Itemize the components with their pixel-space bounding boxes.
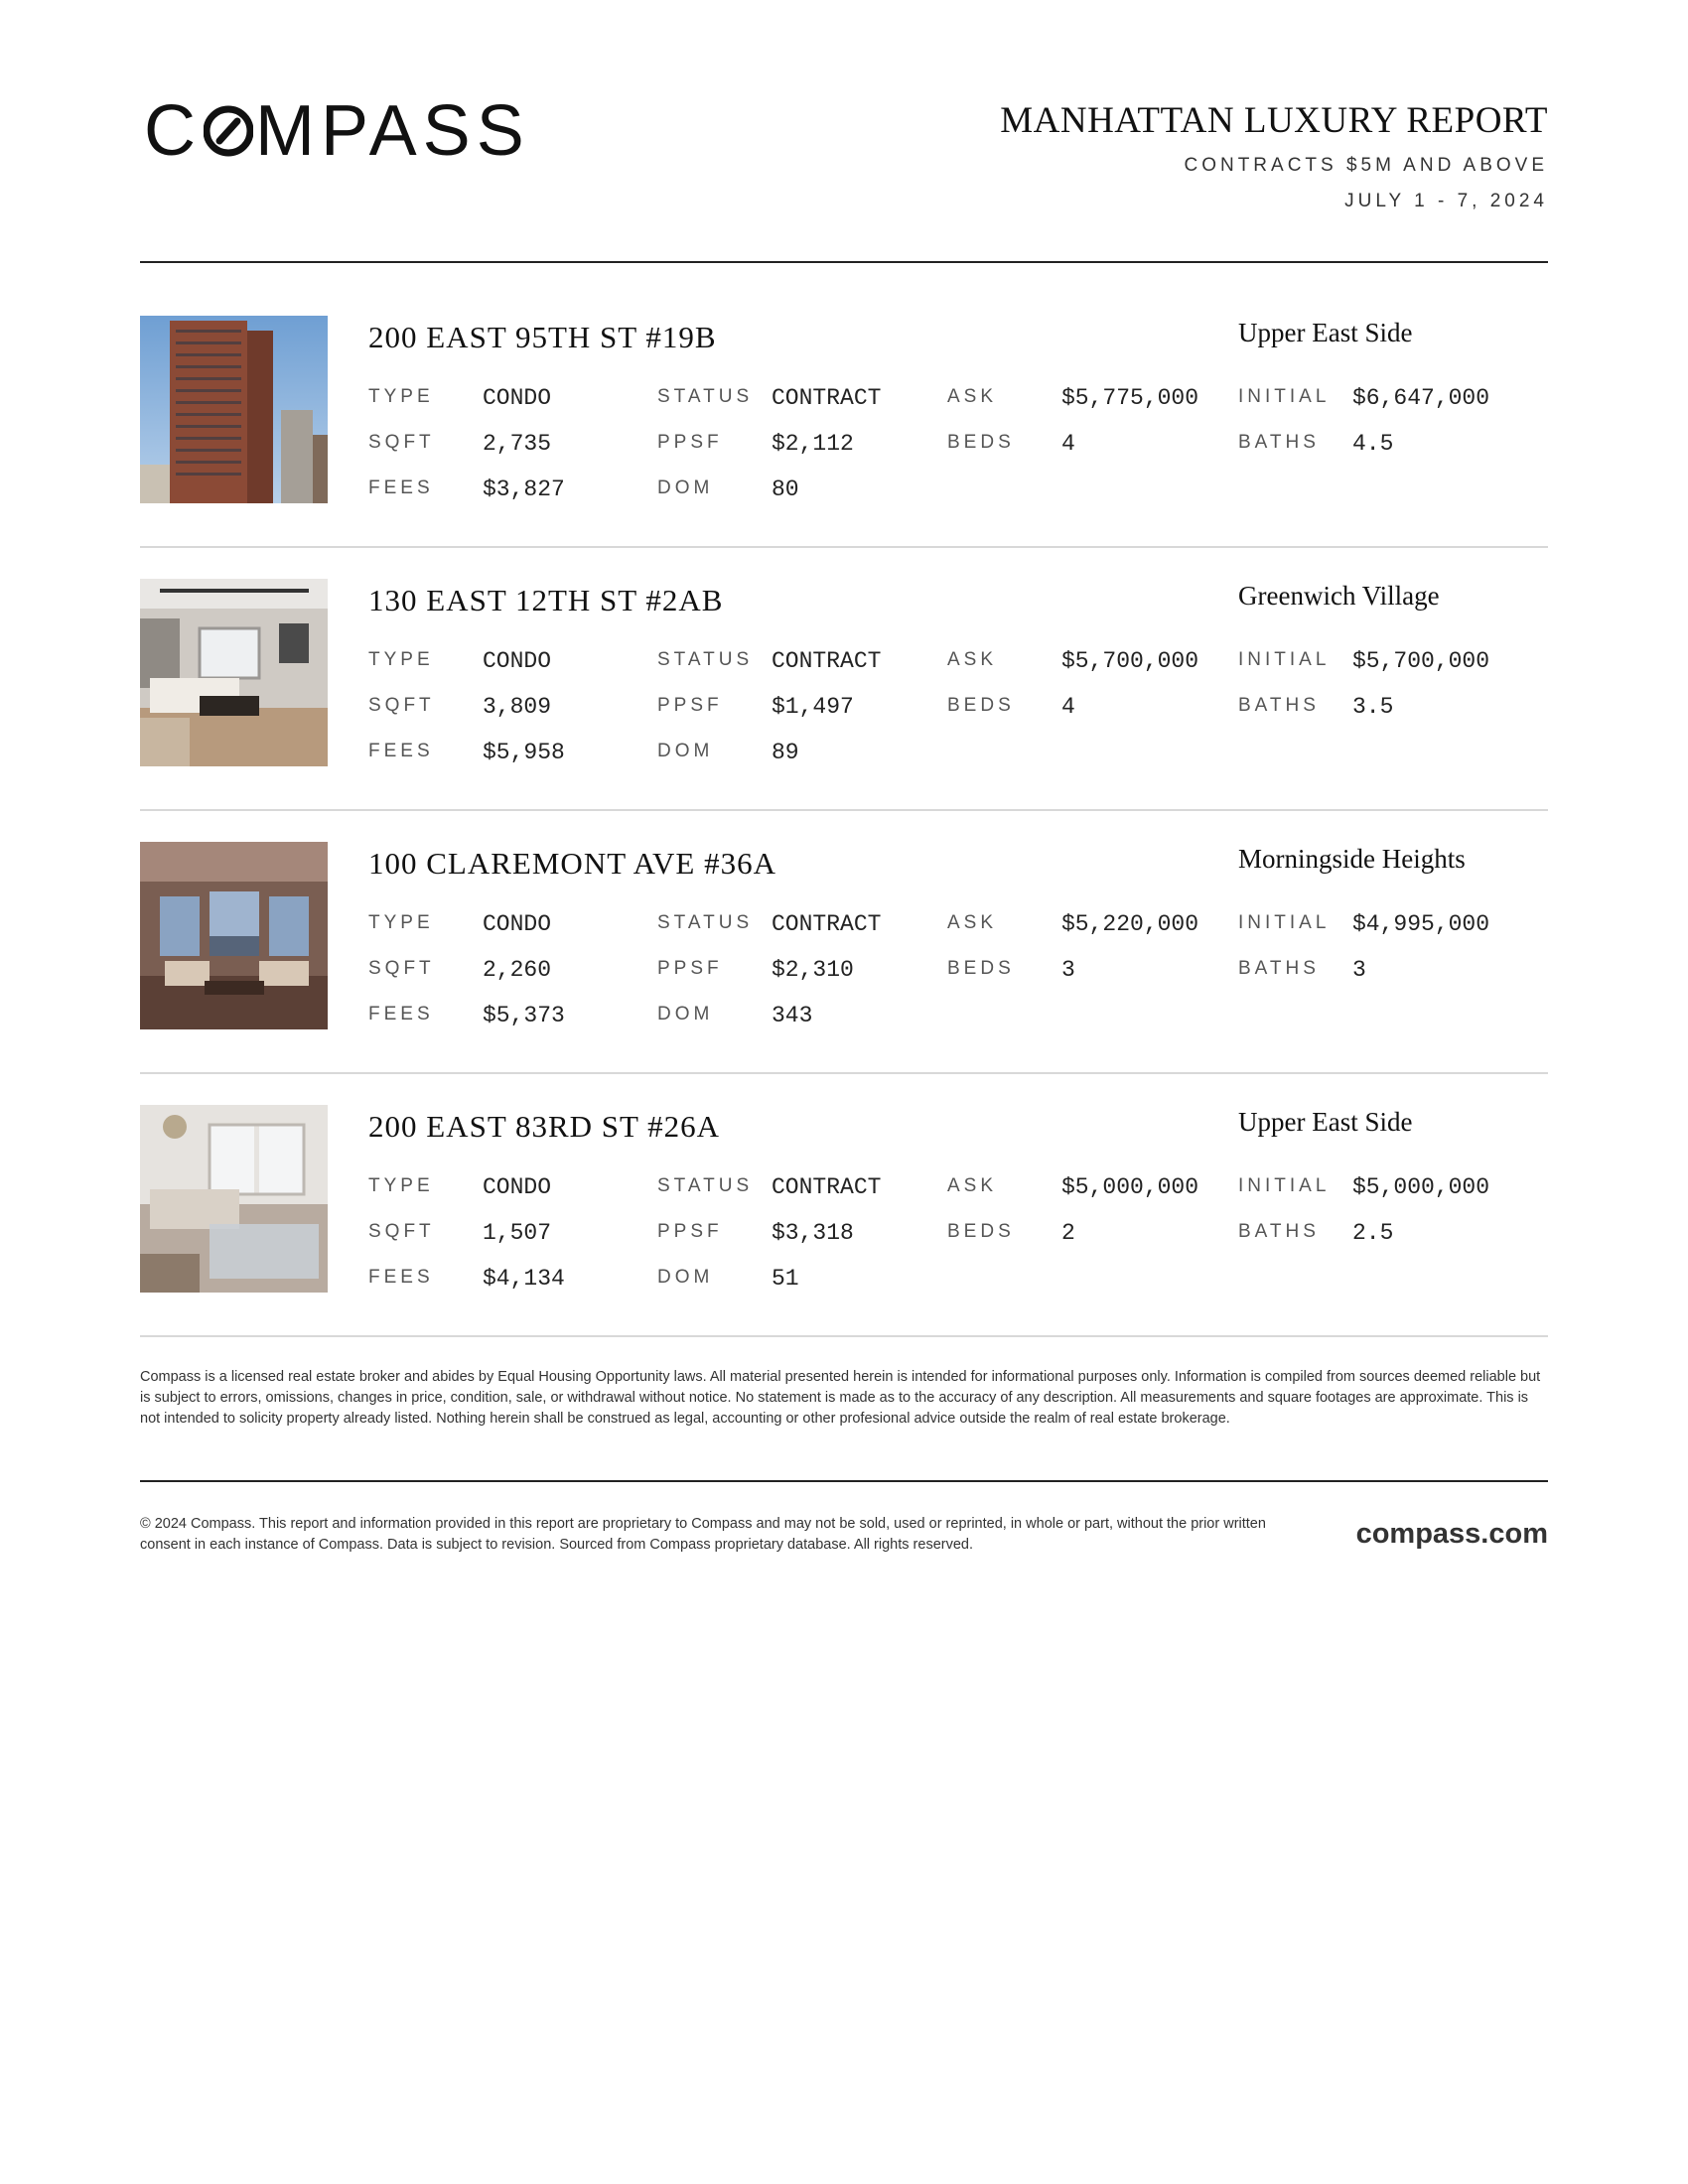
baths-label: BATHS <box>1238 695 1320 716</box>
status-label: STATUS <box>657 386 754 407</box>
type-value: CONDO <box>483 648 552 674</box>
sqft-value: 3,809 <box>483 694 552 720</box>
ask-label: ASK <box>947 649 998 670</box>
listing-neighborhood: Upper East Side <box>1238 1107 1413 1137</box>
fees-label: FEES <box>368 741 434 761</box>
sqft-value: 1,507 <box>483 1220 552 1246</box>
dom-value: 51 <box>772 1266 799 1292</box>
initial-value: $5,000,000 <box>1352 1174 1490 1200</box>
legal-disclaimer: Compass is a licensed real estate broker and abides by Equal Housing Opportunity laws. All material presented herein is intended for informational purposes only. Information is compiled from sources deemed reliable but is subject to errors, omissions, changes in price, condition, sale, or withdrawal without notice. No statement is made as to the accuracy of any description. All measurements and square footages are approximate. This is not intended to solicity property already listed. Nothing herein shall be construed as legal, accounting or other profesional advice outside the realm of real estate brokerage. <box>140 1369 1541 1427</box>
listing-neighborhood: Morningside Heights <box>1238 844 1466 874</box>
beds-label: BEDS <box>947 1221 1015 1242</box>
baths-value: 2.5 <box>1352 1220 1394 1246</box>
listing-photo-living-room <box>140 579 328 766</box>
baths-value: 3 <box>1352 957 1366 983</box>
initial-value: $4,995,000 <box>1352 911 1490 937</box>
ppsf-label: PPSF <box>657 432 723 453</box>
type-label: TYPE <box>368 1175 434 1196</box>
dom-label: DOM <box>657 478 714 498</box>
compass-logo <box>144 91 530 171</box>
listing-address: 130 EAST 12TH ST #2AB <box>368 583 724 617</box>
status-label: STATUS <box>657 649 754 670</box>
status-value: CONTRACT <box>772 911 882 937</box>
row-divider <box>140 809 1548 811</box>
initial-value: $6,647,000 <box>1352 385 1490 411</box>
listing-photo-living-room-view <box>140 842 328 1029</box>
dom-label: DOM <box>657 1004 714 1024</box>
beds-label: BEDS <box>947 695 1015 716</box>
status-value: CONTRACT <box>772 385 882 411</box>
ppsf-value: $2,112 <box>772 431 854 457</box>
logo-letter-c: C <box>144 91 202 171</box>
sqft-label: SQFT <box>368 1221 435 1242</box>
beds-value: 2 <box>1061 1220 1075 1246</box>
ask-value: $5,220,000 <box>1061 911 1199 937</box>
sqft-label: SQFT <box>368 695 435 716</box>
status-label: STATUS <box>657 1175 754 1196</box>
fees-value: $5,373 <box>483 1003 565 1028</box>
fees-value: $4,134 <box>483 1266 565 1292</box>
beds-value: 4 <box>1061 694 1075 720</box>
ask-label: ASK <box>947 1175 998 1196</box>
beds-value: 4 <box>1061 431 1075 457</box>
sqft-label: SQFT <box>368 432 435 453</box>
initial-label: INITIAL <box>1238 386 1331 407</box>
ppsf-label: PPSF <box>657 958 723 979</box>
fees-label: FEES <box>368 1004 434 1024</box>
type-label: TYPE <box>368 912 434 933</box>
report-date-range: JULY 1 - 7, 2024 <box>1344 191 1548 211</box>
baths-value: 3.5 <box>1352 694 1394 720</box>
report-title: MANHATTAN LUXURY REPORT <box>1000 100 1548 141</box>
ask-label: ASK <box>947 386 998 407</box>
logo-letters-mpass: MPASS <box>255 91 530 171</box>
type-label: TYPE <box>368 649 434 670</box>
dom-value: 343 <box>772 1003 813 1028</box>
ask-value: $5,000,000 <box>1061 1174 1199 1200</box>
listing-address: 200 EAST 95TH ST #19B <box>368 320 717 354</box>
listing-card <box>140 316 1548 579</box>
sqft-label: SQFT <box>368 958 435 979</box>
listing-photo-dining-living-room <box>140 1105 328 1293</box>
beds-label: BEDS <box>947 432 1015 453</box>
baths-value: 4.5 <box>1352 431 1394 457</box>
fees-label: FEES <box>368 1267 434 1288</box>
copyright-notice: © 2024 Compass. This report and information provided in this report are proprietary to Compass and may not be sold, used or reprinted, in whole or part, without the prior written consent in each instance of Compass. Data is subject to revision. Sourced from Compass proprietary database. All rights reserved. <box>140 1516 1266 1553</box>
header-divider <box>140 261 1548 263</box>
website-link[interactable]: compass.com <box>1355 1518 1548 1550</box>
dom-value: 89 <box>772 740 799 765</box>
fees-value: $5,958 <box>483 740 565 765</box>
initial-label: INITIAL <box>1238 649 1331 670</box>
dom-value: 80 <box>772 477 799 502</box>
type-value: CONDO <box>483 385 552 411</box>
sqft-value: 2,735 <box>483 431 552 457</box>
ask-value: $5,700,000 <box>1061 648 1199 674</box>
dom-label: DOM <box>657 1267 714 1288</box>
listing-address: 100 CLAREMONT AVE #36A <box>368 846 776 881</box>
listing-card <box>140 579 1548 842</box>
listing-neighborhood: Greenwich Village <box>1238 581 1440 611</box>
status-value: CONTRACT <box>772 648 882 674</box>
beds-value: 3 <box>1061 957 1075 983</box>
baths-label: BATHS <box>1238 432 1320 453</box>
initial-label: INITIAL <box>1238 912 1331 933</box>
listing-card <box>140 842 1548 1105</box>
row-divider <box>140 546 1548 548</box>
baths-label: BATHS <box>1238 1221 1320 1242</box>
baths-label: BATHS <box>1238 958 1320 979</box>
ask-value: $5,775,000 <box>1061 385 1199 411</box>
ppsf-value: $3,318 <box>772 1220 854 1246</box>
footer-divider <box>140 1480 1548 1482</box>
listing-address: 200 EAST 83RD ST #26A <box>368 1109 721 1144</box>
type-value: CONDO <box>483 1174 552 1200</box>
listing-neighborhood: Upper East Side <box>1238 318 1413 347</box>
sqft-value: 2,260 <box>483 957 552 983</box>
row-divider <box>140 1072 1548 1074</box>
initial-label: INITIAL <box>1238 1175 1331 1196</box>
beds-label: BEDS <box>947 958 1015 979</box>
type-value: CONDO <box>483 911 552 937</box>
fees-value: $3,827 <box>483 477 565 502</box>
listing-card <box>140 1105 1548 1368</box>
initial-value: $5,700,000 <box>1352 648 1490 674</box>
status-label: STATUS <box>657 912 754 933</box>
ppsf-label: PPSF <box>657 1221 723 1242</box>
logo-compass-o-icon <box>204 103 253 159</box>
status-value: CONTRACT <box>772 1174 882 1200</box>
type-label: TYPE <box>368 386 434 407</box>
fees-label: FEES <box>368 478 434 498</box>
dom-label: DOM <box>657 741 714 761</box>
report-subtitle: CONTRACTS $5M AND ABOVE <box>1184 155 1548 176</box>
ask-label: ASK <box>947 912 998 933</box>
ppsf-label: PPSF <box>657 695 723 716</box>
row-divider <box>140 1335 1548 1337</box>
listing-photo-building-exterior <box>140 316 328 503</box>
ppsf-value: $1,497 <box>772 694 854 720</box>
ppsf-value: $2,310 <box>772 957 854 983</box>
